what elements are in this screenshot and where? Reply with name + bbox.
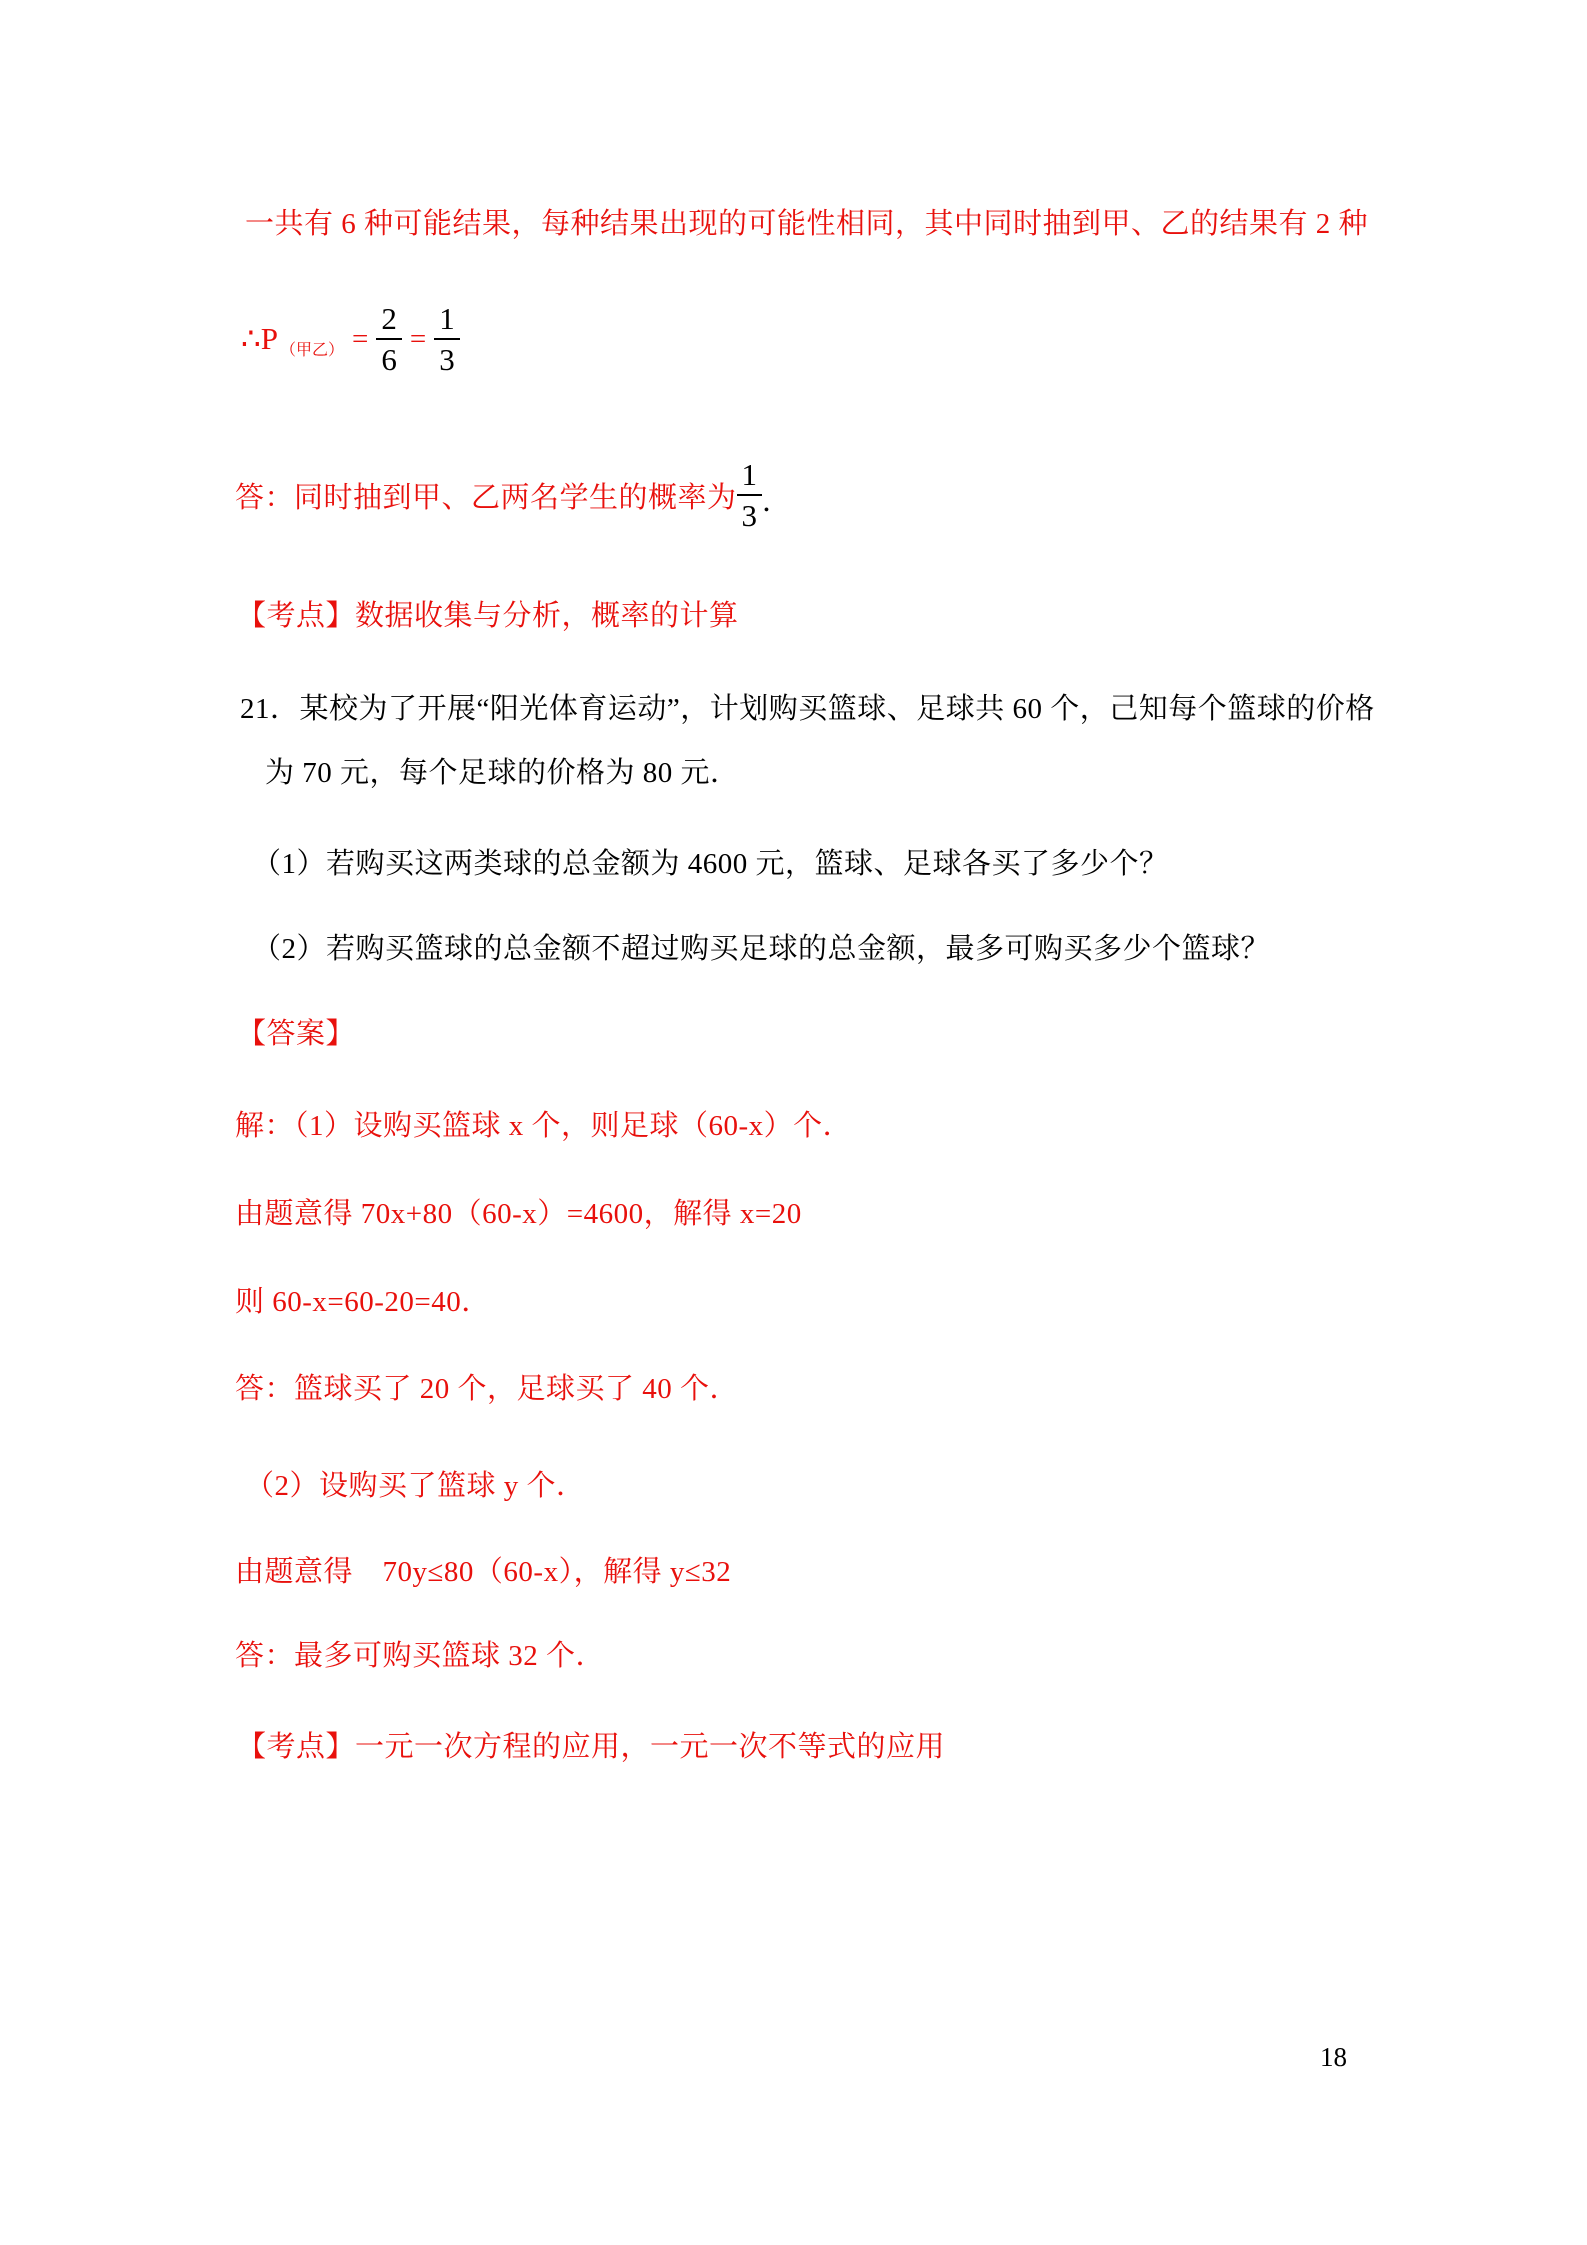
p21-solution-line-4: 答：篮球买了 20 个，足球买了 40 个． xyxy=(235,1373,740,1405)
p20-conclusion-line: 一共有 6 种可能结果，每种结果出现的可能性相同，其中同时抽到甲、乙的结果有 2 种 xyxy=(245,208,1369,240)
p20-answer-period: ． xyxy=(762,486,792,518)
p20-keypoints-line: 【考点】数据收集与分析，概率的计算 xyxy=(237,600,739,632)
fraction-denominator: 6 xyxy=(376,338,402,375)
p21-solution-line-1: 解：（1）设购买篮球 x 个，则足球（60-x）个． xyxy=(235,1110,853,1142)
fraction-numerator: 1 xyxy=(741,457,758,492)
equals-sign-1: = xyxy=(351,322,369,355)
fraction-two-sixths xyxy=(376,303,402,375)
p21-solution-line-6: 由题意得 70y≤80（60-x），解得 y≤32 xyxy=(235,1556,732,1588)
p21-solution-line-5: （2）设购买了篮球 y 个． xyxy=(245,1470,586,1502)
p20-answer-line xyxy=(235,456,791,534)
p20-answer-text: 答：同时抽到甲、乙两名学生的概率为 xyxy=(235,481,737,514)
fraction-denominator: 3 xyxy=(737,494,763,531)
p21-solution-line-3: 则 60-x=60-20=40． xyxy=(235,1286,491,1318)
p21-part2-question: （2）若购买篮球的总金额不超过购买足球的总金额，最多可购买多少个篮球？ xyxy=(252,933,1271,965)
p21-solution-line-2: 由题意得 70x+80（60-x）=4600，解得 x=20 xyxy=(235,1198,802,1230)
fraction-one-third xyxy=(434,303,460,375)
p21-statement-line2: 为 70 元，每个足球的价格为 80 元． xyxy=(265,757,740,789)
p21-keypoints-line: 【考点】一元一次方程的应用，一元一次不等式的应用 xyxy=(237,1731,946,1763)
fraction-numerator: 1 xyxy=(439,301,455,336)
therefore-p-symbol: ∴P xyxy=(241,321,278,356)
fraction-one-third-answer xyxy=(737,459,763,531)
p20-probability-formula xyxy=(241,298,460,380)
p21-answer-header: 【答案】 xyxy=(237,1018,356,1050)
equals-sign-2: = xyxy=(409,322,427,355)
p-subscript-jiayi: （甲乙） xyxy=(279,341,344,359)
p21-statement-line1: 21．某校为了开展“阳光体育运动”，计划购买篮球、足球共 60 个，己知每个篮球的价格 xyxy=(240,693,1375,725)
page-number: 18 xyxy=(1320,2042,1347,2072)
p21-solution-line-7: 答：最多可购买篮球 32 个． xyxy=(235,1640,606,1672)
fraction-denominator: 3 xyxy=(434,338,460,375)
p21-part1-question: （1）若购买这两类球的总金额为 4600 元，篮球、足球各买了多少个？ xyxy=(252,848,1169,880)
fraction-numerator: 2 xyxy=(381,301,397,336)
